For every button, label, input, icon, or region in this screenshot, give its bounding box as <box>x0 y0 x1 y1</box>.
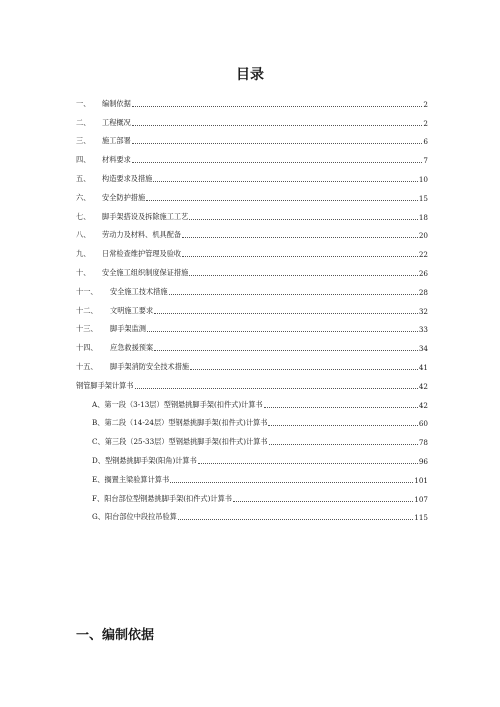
toc-entry-number: D、 <box>92 455 105 465</box>
dot-leader <box>146 199 418 201</box>
toc-entry-page-number: 101 <box>414 475 428 485</box>
dot-leader <box>132 142 423 144</box>
toc-entry-title: 型钢悬挑脚手架(阳角)计算书 <box>104 455 197 465</box>
toc-entry-page-number: 7 <box>423 156 428 166</box>
toc-entry-page-number: 78 <box>418 438 428 448</box>
toc-entry-title: 安全施工组织制度保证措施 <box>102 267 189 277</box>
toc-entry[interactable] <box>76 297 428 316</box>
toc-entry-title: 安全施工技术措施 <box>110 286 168 296</box>
toc-entry-page-number: 33 <box>418 325 428 335</box>
toc-entry-number: 六、 <box>76 192 91 202</box>
toc-entry-number: 七、 <box>76 211 91 221</box>
dot-leader <box>189 274 418 276</box>
toc-entry-title: 阳台部位中段拉吊验算 <box>104 512 177 522</box>
dot-leader <box>154 312 418 314</box>
toc-entry[interactable] <box>76 109 428 128</box>
toc-entry-number: 十、 <box>76 267 91 277</box>
toc-entry-number: 十一、 <box>76 286 98 296</box>
toc-entry[interactable] <box>76 428 428 447</box>
toc-entry-title: 脚手架搭设及拆除施工工艺 <box>102 211 189 221</box>
toc-entry[interactable] <box>76 372 428 391</box>
toc-entry[interactable] <box>76 203 428 222</box>
toc-entry-number: 二、 <box>76 117 91 127</box>
toc-entry-page-number: 26 <box>418 268 428 278</box>
toc-entry-number: 十五、 <box>76 361 98 371</box>
toc-entry-title: 应急救援预案 <box>110 343 154 353</box>
toc-entry-number: 十三、 <box>76 324 98 334</box>
toc-entry-title: 施工部署 <box>102 136 131 146</box>
toc-entry-number: 十二、 <box>76 305 98 315</box>
toc-entry-page-number: 28 <box>418 287 428 297</box>
toc-entry-page-number: 41 <box>418 362 428 372</box>
toc-entry-number: 八、 <box>76 230 91 240</box>
toc-entry[interactable] <box>76 504 428 523</box>
toc-entry-number: A、 <box>92 399 105 409</box>
toc-entry[interactable] <box>76 259 428 278</box>
toc-entry-page-number: 18 <box>418 212 428 222</box>
toc-entry-number: C、 <box>92 437 105 447</box>
toc-entry[interactable] <box>76 240 428 259</box>
toc-entry[interactable] <box>76 334 428 353</box>
dot-leader <box>264 406 418 408</box>
toc-entry-title: 日常检查维护管理及验收 <box>102 249 182 259</box>
dot-leader <box>190 368 418 370</box>
dot-leader <box>135 387 418 389</box>
toc-entry-title: 第一段（3-13层）型钢悬挑脚手架(扣件式)计算书 <box>104 399 263 409</box>
toc-entry[interactable] <box>76 146 428 165</box>
toc-entry-title: 阳台部位型钢悬挑脚手架(扣件式)计算书 <box>104 493 232 503</box>
toc-entry-title: 工程概况 <box>102 117 131 127</box>
dot-leader <box>269 443 418 445</box>
toc-entry-title: 编制依据 <box>102 98 131 108</box>
toc-entry-page-number: 22 <box>418 250 428 260</box>
toc-entry-number: G、 <box>92 512 105 522</box>
toc-entry-title: 安全防护措施 <box>102 192 146 202</box>
toc-entry[interactable] <box>76 447 428 466</box>
toc-entry-page-number: 96 <box>418 456 428 466</box>
toc-entry-page-number: 10 <box>418 174 428 184</box>
dot-leader <box>182 236 418 238</box>
toc-entry-title: 脚手架监测 <box>110 324 146 334</box>
toc-entry[interactable] <box>76 410 428 429</box>
toc-entry-page-number: 2 <box>423 99 428 109</box>
toc-entry-title: 劳动力及材料、机具配备 <box>102 230 182 240</box>
toc-entry-title: 第二段（14-24层）型钢悬挑脚手架(扣件式)计算书 <box>104 418 268 428</box>
toc-entry-number: 一、 <box>76 98 91 108</box>
toc-entry[interactable] <box>76 485 428 504</box>
section-heading: 一、编制依据 <box>76 628 155 643</box>
dot-leader <box>233 500 413 502</box>
dot-leader <box>169 293 418 295</box>
dot-leader <box>189 218 418 220</box>
toc-entry-page-number: 42 <box>418 381 428 391</box>
dot-leader <box>178 518 413 520</box>
toc-entry-number: B、 <box>92 418 105 428</box>
toc-entry-page-number: 107 <box>414 494 428 504</box>
dot-leader <box>147 330 418 332</box>
toc-entry-page-number: 60 <box>418 419 428 429</box>
dot-leader <box>182 255 418 257</box>
toc-entry[interactable] <box>76 316 428 335</box>
toc-entry-page-number: 115 <box>414 513 428 523</box>
toc-entry-page-number: 15 <box>418 193 428 203</box>
toc-entry[interactable] <box>76 278 428 297</box>
dot-leader <box>132 161 423 163</box>
toc-entry[interactable] <box>76 222 428 241</box>
toc-entry-number: 三、 <box>76 136 91 146</box>
toc-entry[interactable] <box>76 184 428 203</box>
dot-leader <box>154 349 418 351</box>
toc-entry[interactable] <box>76 128 428 147</box>
toc-title: 目录 <box>236 67 264 83</box>
toc-entry[interactable] <box>76 165 428 184</box>
toc-entry-number: 十四、 <box>76 343 98 353</box>
dot-leader <box>198 462 418 464</box>
toc-entry-page-number: 34 <box>418 344 428 354</box>
dot-leader <box>132 124 423 126</box>
toc-entry-number: 四、 <box>76 155 91 165</box>
dot-leader <box>170 481 413 483</box>
toc-entry-page-number: 42 <box>418 400 428 410</box>
toc-entry-title: 钢管脚手架计算书 <box>76 380 134 390</box>
toc-entry-number: E、 <box>92 474 105 484</box>
toc-entry-page-number: 32 <box>418 306 428 316</box>
toc-entry-title: 材料要求 <box>102 155 131 165</box>
toc-entry-number: 九、 <box>76 249 91 259</box>
dot-leader <box>268 424 417 426</box>
toc-entry-page-number: 6 <box>423 137 428 147</box>
toc-entry[interactable] <box>76 466 428 485</box>
toc-entry-title: 搁置主梁验算计算书 <box>104 474 170 484</box>
toc-entry[interactable] <box>76 391 428 410</box>
table-of-contents <box>76 90 428 522</box>
toc-entry-page-number: 2 <box>423 118 428 128</box>
dot-leader <box>132 105 423 107</box>
toc-entry-title: 脚手架消防安全技术措施 <box>110 361 190 371</box>
toc-entry-title: 构造要求及措施 <box>102 173 153 183</box>
dot-leader <box>153 180 418 182</box>
toc-entry-page-number: 20 <box>418 231 428 241</box>
toc-entry-title: 第三段（25-33层）型钢悬挑脚手架(扣件式)计算书 <box>104 437 268 447</box>
toc-entry-title: 文明施工要求 <box>110 305 154 315</box>
toc-entry[interactable] <box>76 90 428 109</box>
toc-entry-number: F、 <box>92 493 105 503</box>
toc-entry-number: 五、 <box>76 173 91 183</box>
toc-entry[interactable] <box>76 353 428 372</box>
